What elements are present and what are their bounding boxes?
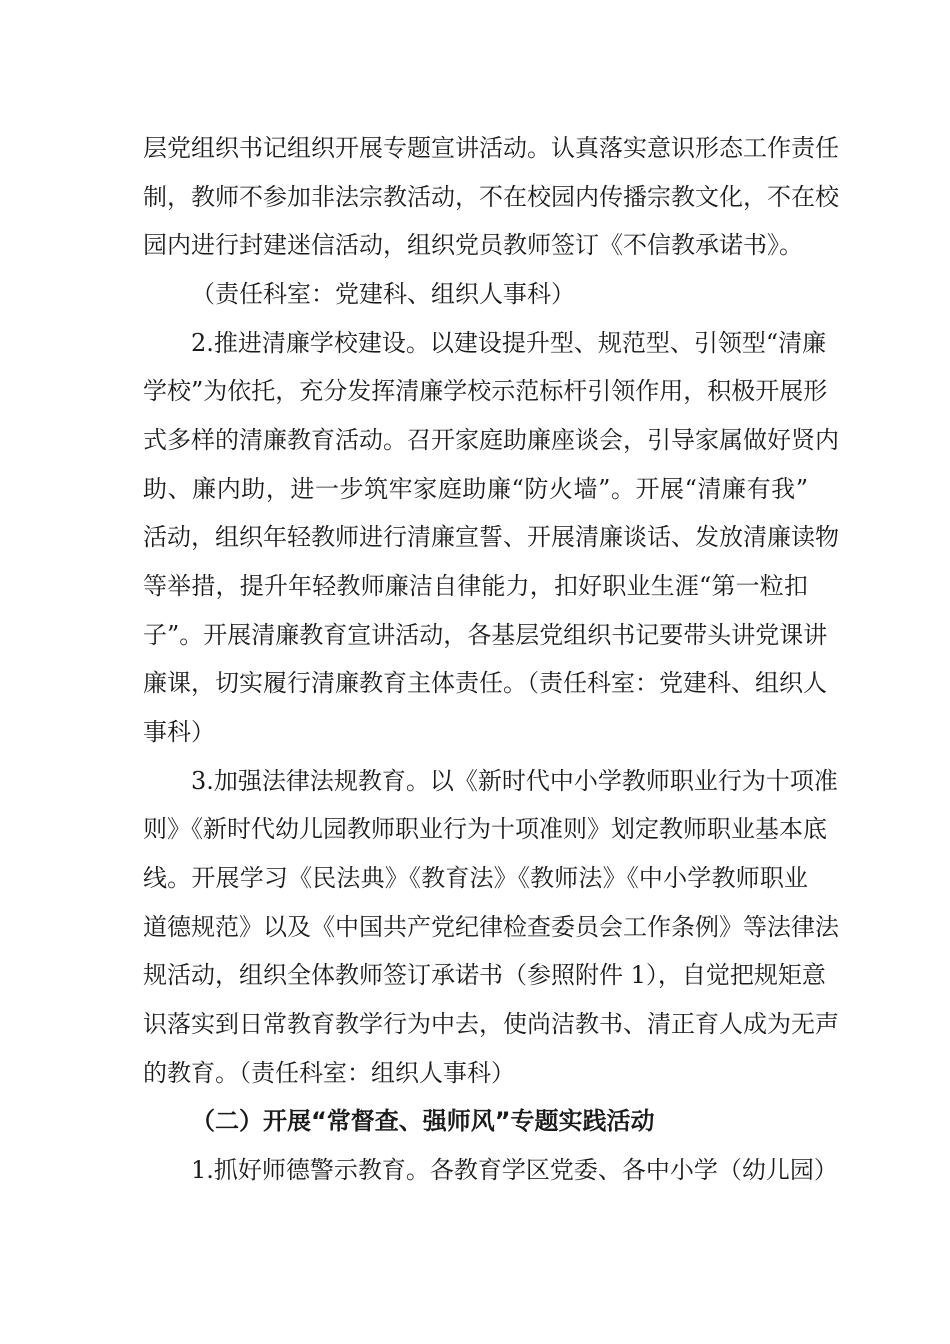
body-text-line: 廉课，切实履行清廉教育主体责任。（责任科室：党建科、组织人 (143, 669, 827, 697)
item-heading-line: 2.推进清廉学校建设。以建设提升型、规范型、引领型“清廉 (191, 329, 827, 357)
body-text-line: 则》《新时代幼儿园教师职业行为十项准则》划定教师职业基本底 (143, 815, 827, 843)
body-text-line: 制，教师不参加非法宗教活动，不在校园内传播宗教文化，不在校 (143, 183, 839, 211)
body-text-line: 园内进行封建迷信活动，组织党员教师签订《不信教承诺书》。 (143, 231, 803, 259)
body-text-line: 的教育。（责任科室：组织人事科） (143, 1059, 515, 1087)
item-heading-line: 1.抓好师德警示教育。各教育学区党委、各中小学（幼儿园） (191, 1156, 838, 1184)
body-text-line: 层党组织书记组织开展专题宣讲活动。认真落实意识形态工作责任 (143, 134, 839, 162)
body-text-line: 规活动，组织全体教师签订承诺书（参照附件 1），自觉把规矩意 (143, 961, 826, 989)
responsibility-note: （责任科室：党建科、组织人事科） (191, 280, 575, 308)
body-text-line: 子”。开展清廉教育宣讲活动，各基层党组织书记要带头讲党课讲 (143, 621, 828, 649)
body-text-line: 学校”为依托，充分发挥清廉学校示范标杆引领作用，积极开展形 (143, 377, 828, 405)
body-text-line: 道德规范》以及《中国共产党纪律检查委员会工作条例》等法律法 (143, 913, 839, 941)
item-heading-line: 3.加强法律法规教育。以《新时代中小学教师职业行为十项准 (191, 767, 838, 795)
body-text-line: 等举措，提升年轻教师廉洁自律能力，扣好职业生涯“第一粒扣 (143, 572, 808, 600)
body-text-line: 活动，组织年轻教师进行清廉宣誓、开展清廉谈话、发放清廉读物 (143, 523, 839, 551)
body-text-line: 式多样的清廉教育活动。召开家庭助廉座谈会，引导家属做好贤内 (143, 426, 839, 454)
section-heading: （二）开展“常督查、强师风”专题实践活动 (191, 1107, 655, 1135)
body-text-line: 助、廉内助，进一步筑牢家庭助廉“防火墙”。开展“清廉有我” (143, 475, 808, 503)
body-text-line: 识落实到日常教育教学行为中去，使尚洁教书、清正育人成为无声 (143, 1010, 839, 1038)
body-text-line: 事科） (143, 718, 215, 746)
body-text-line: 线。开展学习《民法典》《教育法》《教师法》《中小学教师职业 (143, 864, 808, 892)
